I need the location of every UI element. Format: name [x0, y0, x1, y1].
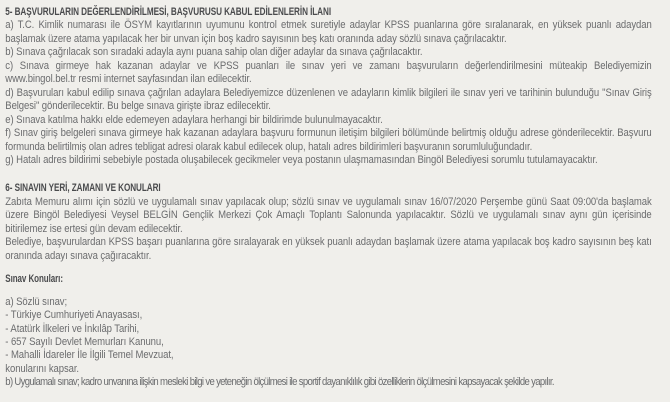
clause-e: e) Sınava katılma hakkı elde edemeyen adaylara herhangi bir bildirimde bulunulmayacaktır. — [5, 113, 383, 126]
oral-exam-intro: a) Sözlü sınav; — [5, 295, 68, 308]
clause-a: a) T.C. Kimlik numarası ile ÖSYM kayıtlarının uyumunu kontrol etmek suretiyle adaylar KPSS puanlarına göre sıralanarak, en yüksek puanlı adaydan başlamak üzere atama yapılacak her bir unvan için boş kadro sayısının beş katı oranında aday sözlü sınava çağrılacaktır. — [5, 19, 652, 45]
clause-d: d) Başvuruları kabul edilip sınava çağrılan adaylara Belediyemizce düzenlenen ve adayların kimlik bilgileri ile sınav yeri ve tarihinin bulunduğu "Sınav Giriş Belgesi" gönderilecektir. Bu belge sınava girişte ibraz edilecektir. — [5, 86, 652, 113]
section-6-heading-text: 6- SINAVIN YERİ, ZAMANI VE KONULARI — [5, 182, 161, 195]
section-5-heading — [5, 6, 651, 19]
applications-evaluation-section — [5, 6, 651, 167]
exam-topics-label — [5, 273, 651, 286]
topic-item-constitution: - Türkiye Cumhuriyeti Anayasası, — [5, 309, 143, 322]
exam-schedule-paragraph: Zabıta Memuru alımı için sözlü ve uygulamalı sınav yapılacak olup; sözlü sınav ve uygulamalı sınav 16/07/2020 Perşembe günü Saat 09:00'da başlamak üzere Bingöl Belediyesi Veysel BELGİN Gençlik Merkezi Çok Amaçlı Toplantı Salonunda yapılacaktır. Sözlü ve uygulamalı sınav aynı gün içerisinde bitirilemez ise ertesi gün devam edilecektir. — [5, 195, 652, 235]
clause-c: c) Sınava girmeye hak kazanan adaylar ve KPSS puanları ile sınav yeri ve zamanı başvuruların değerlendirilmesini müteakip Belediyemizin www.bingol.bel.tr resmi internet sayfasından ilan edilecektir. — [5, 59, 652, 86]
section-5-heading-text: 5- BAŞVURULARIN DEĞERLENDİRİLMESİ, BAŞVURUSU KABUL EDİLENLERİN İLANI — [5, 6, 332, 18]
topic-item-ataturk-principles: - Atatürk İlkeleri ve İnkılâp Tarihi, — [5, 322, 140, 335]
clause-b: b) Sınava çağrılacak son sıradaki adayla aynı puana sahip olan diğer adaylar da sınava çağrılacaktır. — [5, 46, 423, 59]
exam-location-time-section — [5, 182, 651, 389]
topic-item-local-administrations: - Mahalli İdareler İle İlgili Temel Mevzuat, — [5, 349, 174, 362]
topics-outro: konularını kapsar. — [5, 362, 79, 375]
clause-g: g) Hatalı adres bildirimi sebebiyle postada oluşabilecek gecikmeler veya postanın ulaşmamasından Bingöl Belediyesi sorumlu tutulamayacaktır. — [5, 153, 598, 166]
practical-exam-note: b) Uygulamalı sınav; kadro unvanına ilişkin mesleki bilgi ve yeteneğin ölçülmesi ile sportif dayanıklılık gibi özelliklerin ölçülmesini kapsayacak şekilde yapılır. — [5, 376, 554, 389]
candidate-ranking-paragraph: Belediye, başvurulardan KPSS başarı puanlarına göre sıralayarak en yüksek puanlı adaydan başlamak üzere atama yapılacak boş kadro sayısının beş katı oranında adayı sınava çağıracaktır. — [5, 236, 652, 262]
topic-item-civil-servants-law: - 657 Sayılı Devlet Memurları Kanunu, — [5, 335, 164, 348]
clause-f: f) Sınav giriş belgeleri sınava girmeye hak kazanan adaylara başvuru formunun iletişim bilgileri bölümünde belirtmiş olduğu adrese gönderilecektir. Başvuru formunda belirtilmiş olan adres tebligat adresi olarak kabul edilecek olup, hatalı adres bildirimleri başvuranın sorumluluğundadır. — [5, 127, 652, 153]
section-6-heading — [5, 182, 651, 195]
exam-topics-label-text: Sınav Konuları: — [5, 273, 63, 286]
